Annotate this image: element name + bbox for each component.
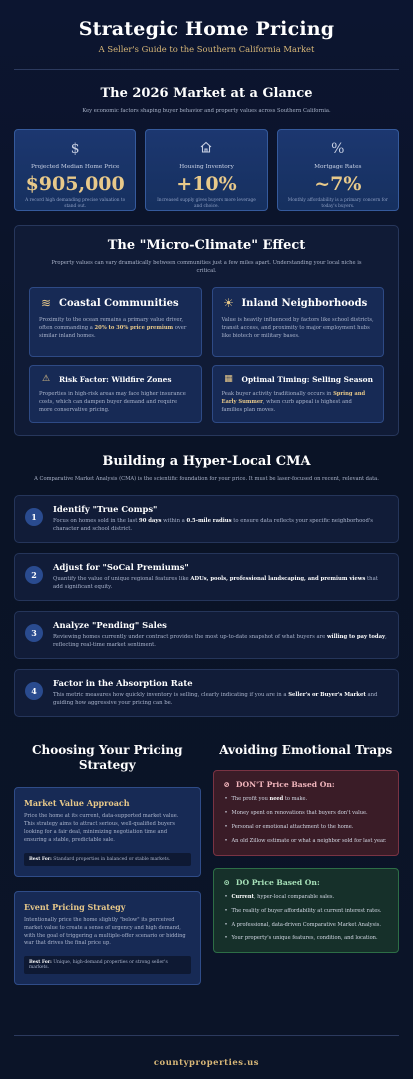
dont-card (213, 770, 400, 856)
do-title: DO Price Based On: (235, 877, 320, 887)
cma-step (14, 495, 399, 543)
card-coastal (29, 287, 202, 357)
traps-column (213, 743, 400, 985)
calendar-icon: ▦ (224, 374, 233, 385)
strategy-title: Choosing Your Pricing Strategy (31, 743, 183, 773)
list-item: • The profit you need to make. (224, 796, 389, 804)
strategy-card (14, 787, 201, 877)
card-wildfire (29, 365, 202, 423)
step-number: 3 (25, 624, 43, 642)
stat-value: ~7% (314, 173, 362, 196)
header (14, 0, 399, 54)
card-title: Optimal Timing: Selling Season (241, 374, 373, 384)
step-body: Focus on homes sold in the last 90 days within a 0.5-mile radius to ensure data reflects your specific neighborhood's character and school district. (53, 518, 374, 533)
step-title: Identify "True Comps" (53, 504, 158, 515)
dollar-icon: $ (70, 141, 80, 158)
sun-icon: ☀ (223, 296, 234, 311)
list-item: • Personal or emotional attachment to the home. (224, 824, 389, 832)
stat-value: +10% (176, 173, 237, 196)
strategy-card-title: Event Pricing Strategy (24, 901, 126, 912)
list-item: • Money spent on renovations that buyers don't value. (224, 810, 389, 818)
traps-title: Avoiding Emotional Traps (219, 743, 393, 758)
cma-title: Building a Hyper-Local CMA (102, 454, 311, 470)
stat-note: A record high demanding precise valuation to stand out. (25, 198, 126, 210)
step-number: 2 (25, 566, 43, 584)
card-body: Value is heavily influenced by factors like school districts, transit access, and proximity to major employment hubs like biotech or military bases. (221, 317, 374, 340)
page-subtitle: A Seller's Guide to the Southern California Market (98, 44, 315, 54)
stat-note: Monthly affordability is a primary concern for today's buyers. (287, 198, 388, 210)
stat-label: Mortgage Rates (314, 164, 362, 171)
divider (14, 69, 399, 70)
stat-note: Increased supply gives buyers more leverage and choice. (157, 198, 256, 210)
bottom-columns (14, 743, 399, 985)
stat-card-inventory (145, 129, 267, 211)
cma-steps (14, 495, 399, 717)
cma-step (14, 669, 399, 717)
wave-icon: ≋ (40, 296, 52, 311)
do-list (224, 894, 389, 944)
page-title: Strategic Home Pricing (78, 18, 335, 40)
stat-card-rates (277, 129, 399, 211)
card-title: Coastal Communities (59, 297, 179, 309)
list-item: • Current, hyper-local comparable sales. (224, 894, 389, 902)
check-circle-icon: ⊙ (223, 877, 230, 887)
house-icon (146, 140, 266, 158)
do-card (213, 868, 400, 954)
card-title: Inland Neighborhoods (241, 297, 368, 309)
warning-icon: ⚠ (41, 374, 51, 385)
strategy-card-body: Intentionally price the home slightly "below" its perceived market value to create a sense of urgency and high demand, with the goal of triggering a multiple-offer scenario or bidding war that drives the final price up. (24, 916, 186, 947)
prohibited-icon: ⊘ (223, 780, 230, 790)
cma-section (14, 454, 399, 483)
step-title: Adjust for "SoCal Premiums" (53, 562, 189, 573)
list-item: • An old Zillow estimate or what a neighbor sold for last year. (224, 838, 389, 846)
footer-site-link[interactable]: countyproperties.us (153, 1057, 260, 1067)
list-item: • The reality of buyer affordability at current interest rates. (224, 908, 389, 916)
stat-label: Housing Inventory (179, 164, 234, 171)
dont-list (224, 796, 389, 846)
step-number: 1 (25, 508, 43, 526)
glance-title: The 2026 Market at a Glance (100, 86, 313, 101)
cma-step (14, 611, 399, 659)
list-item: • Your property's unique features, condition, and location. (224, 935, 389, 943)
best-for: Best For: Unique, high-demand properties or strong seller's markets. (24, 956, 191, 974)
step-body: Reviewing homes currently under contract provides the most up-to-date snapshot of what buyers are willing to pay today, reflecting real-time market sentiment. (53, 634, 387, 649)
micro-row-1 (29, 287, 384, 357)
glance-desc: Key economic factors shaping buyer behavior and property values across Southern California. (82, 108, 331, 114)
step-body: This metric measures how quickly inventory is selling, clearly indicating if you are in a Seller's or Buyer's Market and guiding how aggressive your pricing can be. (53, 692, 378, 707)
step-number: 4 (25, 682, 43, 700)
list-item: • A professional, data-driven Comparative Market Analysis. (224, 922, 389, 930)
step-body: Quantify the value of unique regional features like ADUs, pools, professional landscaping, and premium views that add significant equity. (53, 576, 378, 591)
card-title: Risk Factor: Wildfire Zones (59, 374, 172, 384)
micro-desc: Property values can vary dramatically between communities just a few miles apart. Understanding your local niche is critical. (51, 260, 362, 275)
micro-title: The "Micro-Climate" Effect (107, 238, 306, 254)
stat-label: Projected Median Home Price (30, 164, 120, 171)
strategy-card-title: Market Value Approach (24, 798, 130, 809)
card-body: Peak buyer activity traditionally occurs in Spring and Early Summer, when curb appeal is highest and families plan moves. (221, 391, 366, 414)
stat-value: $905,000 (25, 173, 125, 196)
footer (14, 1035, 399, 1069)
step-title: Factor in the Absorption Rate (53, 678, 193, 689)
step-title: Analyze "Pending" Sales (53, 620, 167, 631)
best-for: Best For: Standard properties in balanced or stable markets. (24, 853, 191, 866)
strategy-card (14, 891, 201, 986)
stats-row (14, 129, 399, 211)
card-inland (212, 287, 385, 357)
micro-row-2 (29, 365, 384, 423)
strategy-column (14, 743, 201, 985)
card-body: Proximity to the ocean remains a primary value driver, often commanding a 20% to 30% price premium over similar inland homes. (39, 317, 187, 340)
dont-title: DON'T Price Based On: (235, 780, 335, 790)
glance-section (14, 86, 399, 115)
cma-desc: A Comparative Market Analysis (CMA) is the scientific foundation for your price. It must be laser-focused on recent, relevant data. (34, 476, 379, 483)
stat-card-price (14, 129, 136, 211)
card-timing (212, 365, 385, 423)
percent-icon: % (331, 141, 345, 158)
card-body: Properties in high-risk areas may face higher insurance costs, which can dampen buyer demand and require more conservative pricing. (39, 391, 186, 414)
cma-step (14, 553, 399, 601)
strategy-card-body: Price the home at its current, data-supported market value. This strategy aims to attract serious, well-qualified buyers looking for a fair deal, minimizing negotiation time and ensuring a stable, predictable sale. (24, 813, 179, 843)
micro-climate-panel (14, 225, 399, 436)
